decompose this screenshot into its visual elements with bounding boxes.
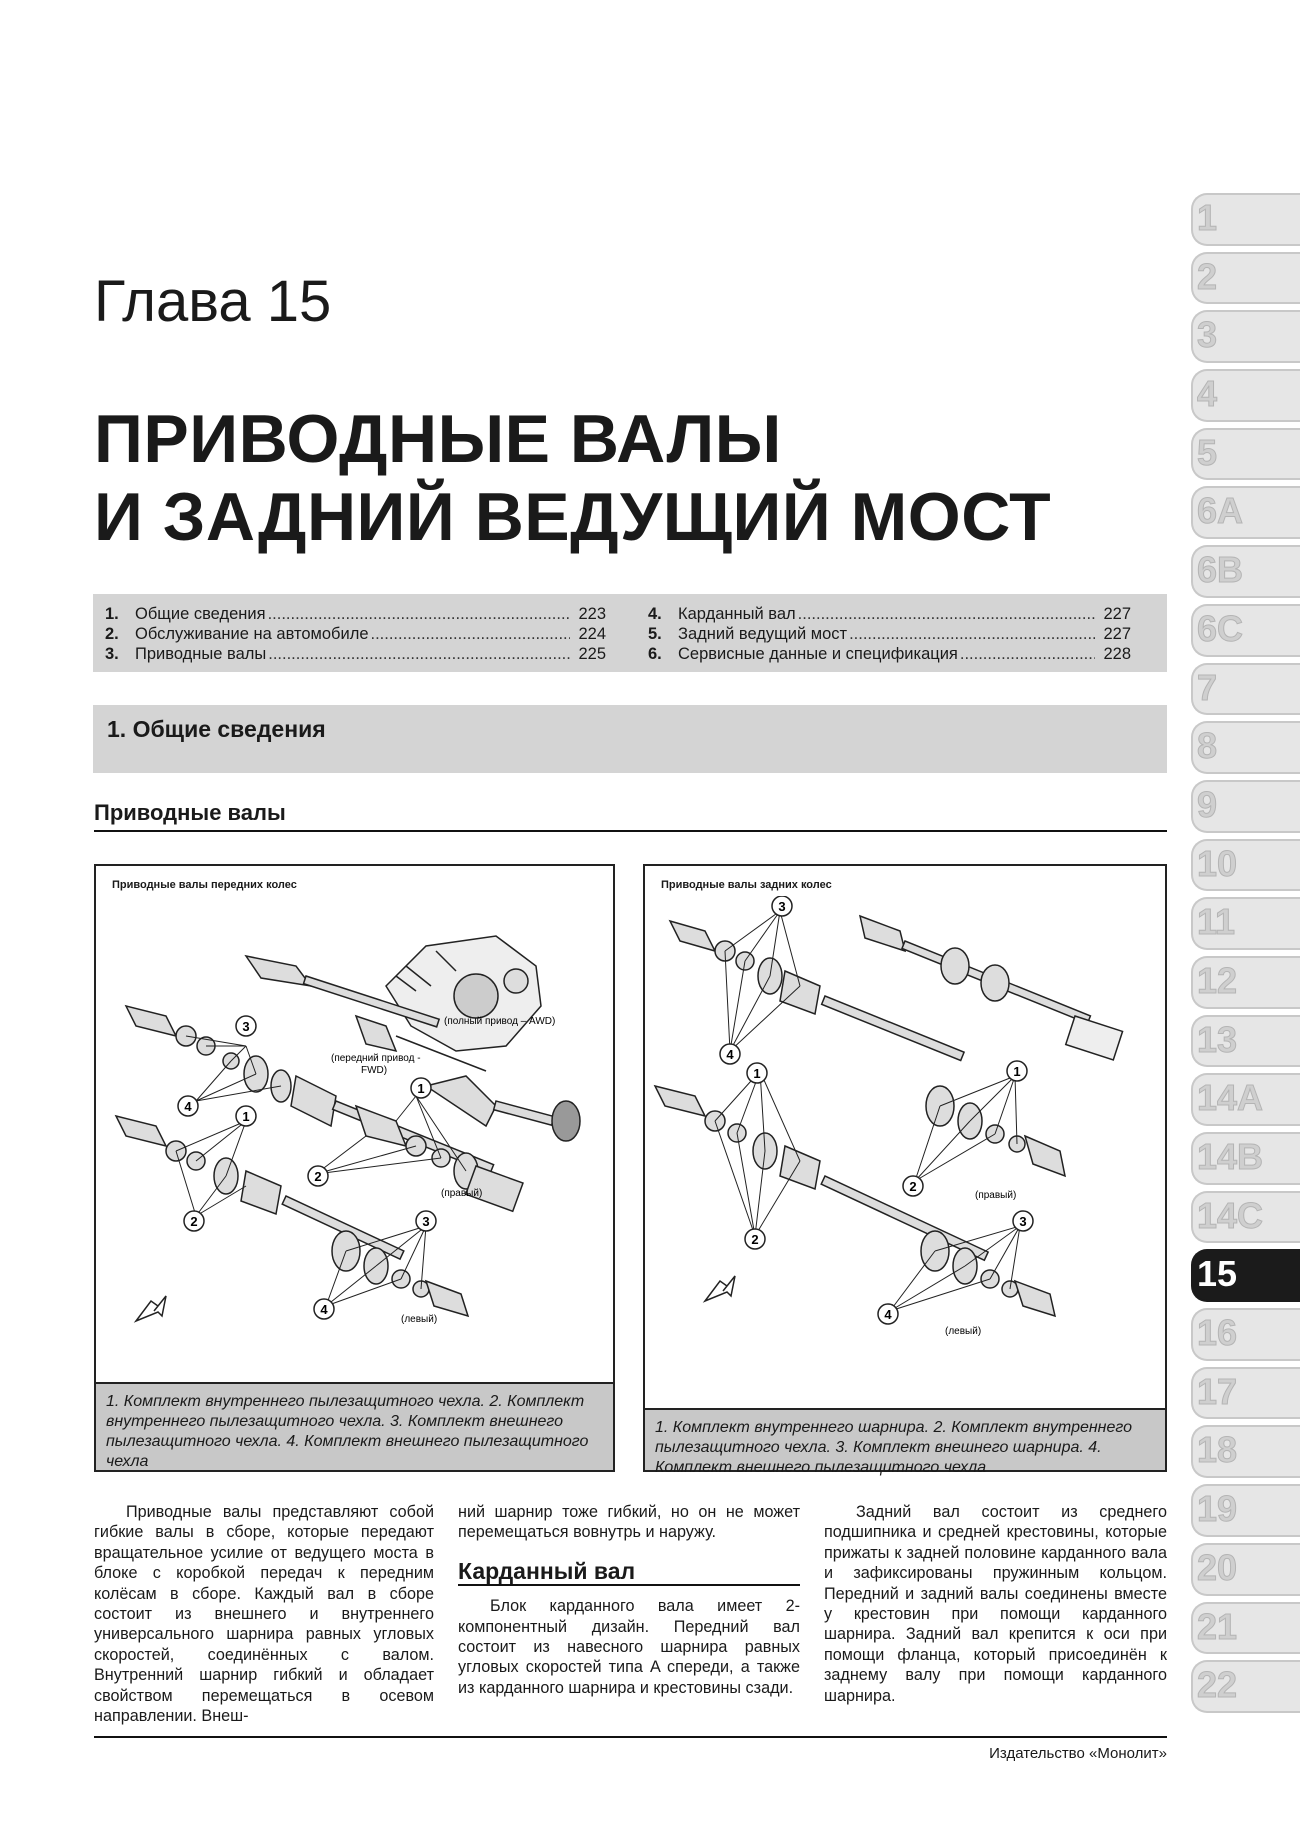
toc-entry[interactable] xyxy=(648,604,1131,624)
tab-label: 19 xyxy=(1197,1488,1238,1530)
toc-page: 223 xyxy=(578,605,606,623)
figure-labels xyxy=(331,1016,555,1325)
toc-number: 6. xyxy=(648,645,662,663)
transfer-case-drawing xyxy=(386,936,541,1051)
toc-number: 1. xyxy=(105,605,119,623)
body-column-3 xyxy=(824,1502,1167,1706)
chapter-tab[interactable] xyxy=(1183,718,1300,777)
tab-label: 11 xyxy=(1197,901,1236,943)
footer-divider xyxy=(94,1736,1167,1738)
chapter-tab[interactable] xyxy=(1183,1012,1300,1071)
toc-page: 228 xyxy=(1103,645,1131,663)
toc-label: Карданный вал xyxy=(678,605,796,623)
tab-label: 18 xyxy=(1197,1429,1238,1471)
label-left: (левый) xyxy=(945,1326,982,1337)
toc-entry[interactable] xyxy=(105,644,606,664)
toc-entry[interactable] xyxy=(648,624,1131,644)
tab-label: 9 xyxy=(1197,783,1218,825)
upper-rear-shaft-drawing xyxy=(670,916,1123,1061)
section-heading: 1. Общие сведения xyxy=(93,705,1167,773)
tab-label: 2 xyxy=(1197,255,1218,297)
label-fwd: (передний привод - xyxy=(331,1053,421,1064)
callout-number: 4 xyxy=(184,1099,192,1114)
callout-number: 4 xyxy=(726,1047,734,1062)
toc-column-right xyxy=(630,604,1155,672)
chapter-tab[interactable] xyxy=(1183,1422,1300,1481)
callout-number: 1 xyxy=(753,1066,761,1081)
toc-number: 2. xyxy=(105,625,119,643)
tab-label: 6C xyxy=(1197,607,1244,649)
chapter-tab[interactable] xyxy=(1183,601,1300,660)
subheading-cardan-shaft: Карданный вал xyxy=(458,1561,800,1586)
callout-number: 2 xyxy=(909,1179,917,1194)
tab-label: 16 xyxy=(1197,1312,1238,1354)
tab-label: 21 xyxy=(1197,1605,1238,1647)
tab-label: 15 xyxy=(1197,1253,1238,1295)
figure-caption: 1. Комплект внутреннего шарнира. 2. Комплект внутреннего пылезащитного чехла. 3. Комплект внешнего шарнира. 4. Комплект внешнего пылезащитного чехла xyxy=(645,1408,1165,1470)
toc-number: 4. xyxy=(648,605,662,623)
chapter-tab[interactable] xyxy=(1183,836,1300,895)
tab-label: 7 xyxy=(1197,666,1218,708)
callout-number: 2 xyxy=(190,1214,198,1229)
tab-label: 12 xyxy=(1197,959,1238,1001)
figure-front-driveshafts xyxy=(94,864,615,1472)
chapter-title xyxy=(94,400,1094,556)
toc-entry[interactable] xyxy=(105,604,606,624)
toc-label: Сервисные данные и спецификация xyxy=(678,645,958,663)
callout-number: 3 xyxy=(1019,1214,1027,1229)
tab-label: 3 xyxy=(1197,314,1218,356)
toc-label: Задний ведущий мост xyxy=(678,625,848,643)
toc-page: 227 xyxy=(1103,625,1131,643)
chapter-tab[interactable] xyxy=(1183,660,1300,719)
toc-leader xyxy=(371,624,570,644)
tab-label: 20 xyxy=(1197,1546,1238,1588)
direction-arrow-icon xyxy=(705,1276,735,1301)
lower-rear-shaft-drawing xyxy=(655,1086,1065,1316)
chapter-tab[interactable] xyxy=(1183,953,1300,1012)
chapter-tab[interactable] xyxy=(1183,190,1300,249)
label-right: (правый) xyxy=(441,1188,483,1199)
toc-label: Обслуживание на автомобиле xyxy=(135,625,369,643)
chapter-tab[interactable] xyxy=(1183,1540,1300,1599)
figure-title: Приводные валы передних колес xyxy=(112,879,297,891)
tab-label: 14A xyxy=(1197,1077,1264,1119)
rear-driveshafts-diagram xyxy=(645,896,1165,1406)
toc-page: 225 xyxy=(578,645,606,663)
toc-column-left xyxy=(105,604,630,672)
tab-label: 1 xyxy=(1197,197,1218,238)
tab-label: 22 xyxy=(1197,1664,1238,1706)
callout-number: 3 xyxy=(778,899,786,914)
tab-label: 6A xyxy=(1197,490,1244,532)
chapter-tab[interactable] xyxy=(1183,1481,1300,1540)
toc-label: Приводные валы xyxy=(135,645,267,663)
direction-arrow-icon xyxy=(136,1296,166,1321)
toc-leader xyxy=(849,624,1095,644)
body-paragraph: Блок карданного вала имеет 2-компонентный дизайн. Передний вал состоит из навесного шарнира равных угловых скоростей типа A спереди, а также из карданного шарнира и крестовины сзади. xyxy=(458,1597,800,1697)
chapter-tab[interactable] xyxy=(1183,1188,1300,1247)
subheading: Приводные валы xyxy=(94,800,1167,832)
chapter-label: Глава 15 xyxy=(94,269,332,334)
toc-leader xyxy=(798,604,1095,624)
tab-label: 4 xyxy=(1197,373,1218,415)
chapter-tab[interactable] xyxy=(1183,1657,1300,1716)
label-awd: (полный привод – AWD) xyxy=(444,1016,556,1027)
chapter-tab[interactable] xyxy=(1183,1599,1300,1658)
toc-page: 227 xyxy=(1103,605,1131,623)
chapter-tabs xyxy=(1183,190,1300,1716)
tab-label: 14C xyxy=(1197,1194,1264,1236)
toc-entry[interactable] xyxy=(105,624,606,644)
tab-label: 10 xyxy=(1197,842,1238,884)
chapter-tab[interactable] xyxy=(1183,542,1300,601)
label-fwd: FWD) xyxy=(361,1065,388,1076)
callout-number: 1 xyxy=(1013,1064,1021,1079)
body-paragraph: ний шарнир тоже гибкий, но он не может перемещаться вовнутрь и наружу. xyxy=(458,1503,800,1542)
toc-page: 224 xyxy=(578,625,606,643)
label-left: (левый) xyxy=(401,1314,438,1325)
toc-leader xyxy=(268,644,570,664)
body-paragraph: Задний вал состоит из среднего подшипника и средней крестовины, которые прижаты к задней половине карданного вала и зафиксированы пружинным кольцом. Передний и задний валы соединены вместе у крестовин при помощи карданного шарнира. Задний вал крепится к оси при помощи фланца, который присоединён к заднему валу при помощи карданного шарнира. xyxy=(824,1503,1167,1705)
chapter-tab[interactable] xyxy=(1183,894,1300,953)
chapter-tab-active[interactable] xyxy=(1183,1246,1300,1305)
callout-number: 2 xyxy=(314,1169,322,1184)
body-column-2 xyxy=(458,1502,800,1698)
toc-number: 3. xyxy=(105,645,119,663)
tab-label: 17 xyxy=(1197,1370,1238,1412)
callout-number: 4 xyxy=(884,1307,892,1322)
toc-leader xyxy=(268,604,570,624)
toc-number: 5. xyxy=(648,625,662,643)
front-driveshafts-diagram xyxy=(96,896,613,1382)
body-column-1 xyxy=(94,1502,434,1726)
chapter-tab[interactable] xyxy=(1183,777,1300,836)
title-line-1: ПРИВОДНЫЕ ВАЛЫ xyxy=(94,401,782,477)
chapter-tab[interactable] xyxy=(1183,425,1300,484)
figure-rear-driveshafts xyxy=(643,864,1167,1476)
chapter-tab[interactable] xyxy=(1183,249,1300,308)
tab-label: 13 xyxy=(1197,1018,1238,1060)
table-of-contents xyxy=(93,594,1167,672)
toc-entry[interactable] xyxy=(648,644,1131,664)
tab-label: 5 xyxy=(1197,431,1218,473)
chapter-tab[interactable] xyxy=(1183,483,1300,542)
chapter-tab[interactable] xyxy=(1183,307,1300,366)
body-paragraph: Приводные валы представляют собой гибкие валы в сборе, которые передают вращательное усилие от ведущего моста в блоке с коробкой передач к передним колёсам в сборе. Каждый вал в сборе состоит из внешнего и внутреннего универсального шарнира равных угловых скоростей, соединённых с валом. Внутренний шарнир гибкий и обладает свойством перемещаться в осевом направлении. Внеш- xyxy=(94,1503,434,1726)
callout-number: 2 xyxy=(751,1232,759,1247)
callout-number: 4 xyxy=(320,1302,328,1317)
toc-label: Общие сведения xyxy=(135,605,266,623)
callout-number: 1 xyxy=(242,1109,250,1124)
tab-label: 8 xyxy=(1197,725,1218,767)
callout-number: 1 xyxy=(417,1081,425,1096)
tab-label: 14B xyxy=(1197,1136,1264,1177)
figure-caption: 1. Комплект внутреннего пылезащитного чехла. 2. Комплект внутреннего пылезащитного чехла. 3. Комплект внешнего пылезащитного чехла. 4. Комплект внешнего пылезащитного чехла xyxy=(96,1382,613,1470)
chapter-tab[interactable] xyxy=(1183,1129,1300,1188)
toc-leader xyxy=(960,644,1095,664)
chapter-tab[interactable] xyxy=(1183,1070,1300,1129)
callout-number: 3 xyxy=(422,1214,430,1229)
tab-label: 6B xyxy=(1197,549,1244,591)
publisher-credit: Издательство «Монолит» xyxy=(989,1745,1167,1762)
figure-title: Приводные валы задних колес xyxy=(661,879,832,891)
label-right: (правый) xyxy=(975,1190,1017,1201)
chapter-tab[interactable] xyxy=(1183,366,1300,425)
chapter-tab[interactable] xyxy=(1183,1305,1300,1364)
chapter-tab[interactable] xyxy=(1183,1364,1300,1423)
title-line-2: И ЗАДНИЙ ВЕДУЩИЙ МОСТ xyxy=(94,479,1052,555)
callout-number: 3 xyxy=(242,1019,250,1034)
